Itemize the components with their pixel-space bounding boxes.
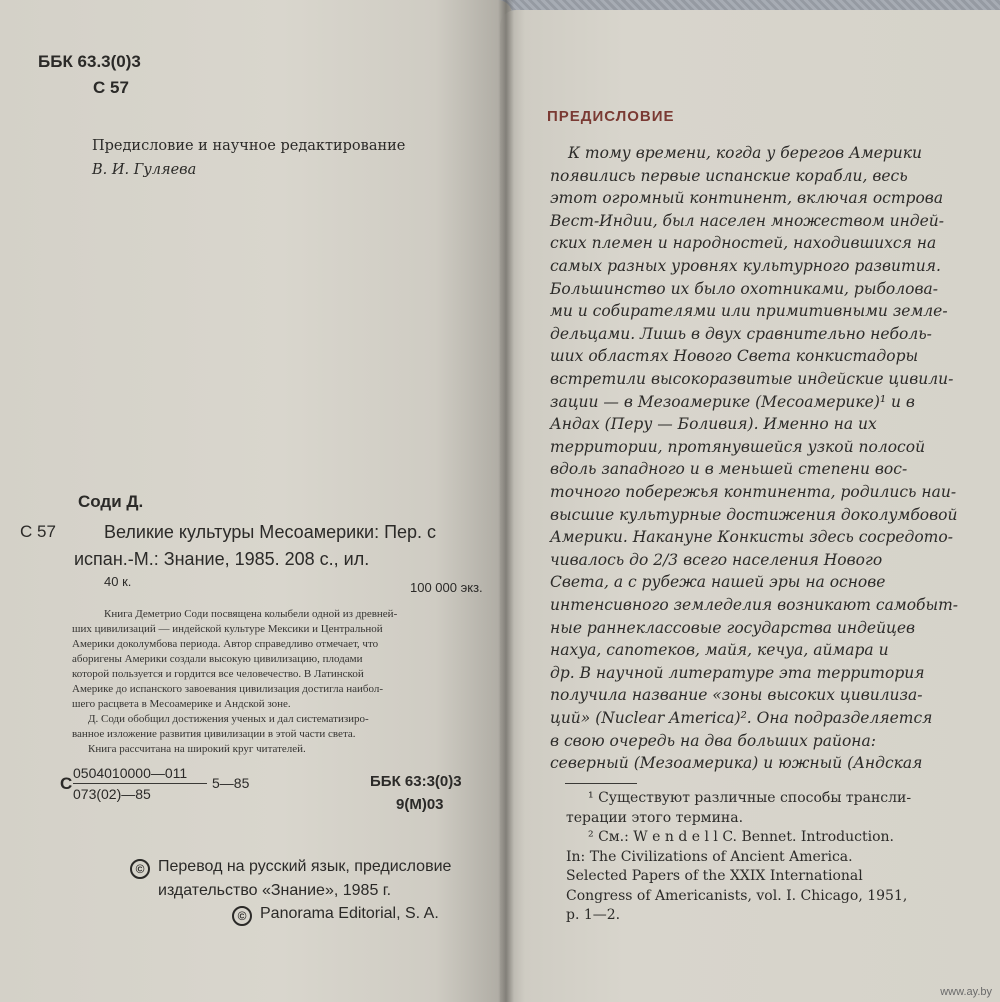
preface-line: ших областях Нового Света конкистадоры [550, 347, 919, 366]
catalog-code: С 57 [20, 522, 56, 541]
footnote-line: In: The Civilizations of Ancient America. [566, 848, 853, 865]
preface-line: появились первые испанские корабли, весь [550, 166, 908, 185]
preface-line: встретили высокоразвитые индейские цивили- [550, 370, 954, 388]
copyright-icon: © [130, 859, 150, 879]
book-title-line-1: Великие культуры Месоамерики: Пер. с [104, 522, 437, 542]
preface-line: самых разных уровнях культурного развития. [550, 257, 941, 275]
bbk-second-line-1: ББК 63:3(0)3 [370, 773, 462, 790]
preface-line: интенсивного земледелия возникают самобыт- [550, 596, 959, 614]
annotation-line: Америке до испанского завоевания цивилизация достигла наибол- [72, 683, 384, 695]
preface-line: Андах (Перу — Боливия). Именно на их [550, 415, 877, 434]
preface-line: дельцами. Лишь в двух сравнительно неболь- [550, 324, 932, 343]
copyright-line-1: Перевод на русский язык, предисловие [158, 858, 452, 875]
index-prefix: С [60, 774, 73, 793]
preface-heading: ПРЕДИСЛОВИЕ [547, 108, 675, 125]
annotation-line: Книга рассчитана на широкий круг читателей. [88, 743, 306, 755]
preface-line: Вест-Индии, был населен множеством индей- [550, 211, 945, 230]
price: 40 к. [104, 574, 132, 589]
preface-line: высшие культурные достижения доколумбовой [550, 505, 958, 524]
preface-line: Света, а с рубежа нашей эры на основе [550, 573, 886, 592]
preface-line: вдоль западного и в меньшей степени вос- [550, 460, 908, 479]
index-top: 0504010000—011 [73, 765, 188, 781]
credits-line-1: Предисловие и научное редактирование [92, 138, 406, 154]
author-name: Соди Д. [78, 492, 144, 511]
annotation-line: ших цивилизаций — индейской культуре Мексики и Центральной [72, 623, 383, 635]
footnote-line: ¹ Существуют различные способы трансли- [588, 790, 912, 806]
preface-line: К тому времени, когда у берегов Америки [568, 144, 922, 162]
preface-line: ные раннеклассовые государства индейцев [550, 618, 916, 637]
footnote-line: Selected Papers of the XXIX International [566, 868, 863, 884]
author-code: С 57 [93, 78, 129, 97]
annotation-line: аборигены Америки создали высокую цивилизацию, плодами [72, 653, 363, 665]
preface-line: чивалось до 2/3 всего населения Нового [550, 550, 883, 569]
bbk-code: ББК 63.3(0)3 [38, 52, 141, 71]
preface-line: ских племен и народностей, находившихся на [550, 234, 937, 253]
preface-line: нахуа, сапотеков, майя, кечуа, аймара и [550, 641, 889, 660]
copyright-line-3: Panorama Editorial, S. A. [260, 905, 439, 922]
book-title-line-2: испан.-М.: Знание, 1985. 208 с., ил. [74, 549, 370, 569]
preface-line: получила название «зоны высоких цивилиза- [550, 686, 923, 705]
annotation-line: которой пользуется и гордится все человечество. В Латинской [72, 668, 364, 680]
footnote-line: ² См.: W e n d e l l C. Bennet. Introduction. [588, 829, 894, 845]
watermark: www.ay.by [940, 986, 992, 998]
index-suffix: 5—85 [212, 775, 250, 791]
annotation-line: ванное изложение развития цивилизации в этой части света. [72, 728, 356, 740]
preface-line: территории, протянувшейся узкой полосой [550, 437, 926, 456]
credits-line-2: В. И. Гуляева [92, 162, 197, 178]
preface-line: в свою очередь на два больших района: [550, 731, 876, 750]
print-run: 100 000 экз. [410, 580, 483, 595]
preface-line: северный (Мезоамерика) и южный (Андская [550, 754, 923, 773]
preface-line: ций» (Nuclear America)². Она подразделяется [550, 709, 933, 727]
footnote-line: p. 1—2. [566, 907, 621, 923]
bbk-second-line-2: 9(М)03 [396, 796, 444, 813]
annotation-line: Д. Соди обобщил достижения ученых и дал систематизиро- [88, 713, 369, 725]
annotation-line: Америки доколумбова периода. Автор справедливо отмечает, что [72, 638, 379, 650]
book-gutter [498, 0, 514, 1002]
index-fraction-line [73, 783, 207, 784]
preface-line: Большинство их было охотниками, рыболова- [550, 279, 938, 298]
preface-line: точного побережья континента, родились наи- [550, 483, 957, 501]
copyright-line-2: издательство «Знание», 1985 г. [158, 882, 392, 899]
footnote-line: Congress of Americanists, vol. I. Chicago, 1951, [566, 887, 908, 904]
annotation-line: Книга Деметрио Соди посвящена колыбели одной из древней- [104, 608, 398, 620]
preface-line: этот огромный континент, включая острова [550, 189, 944, 208]
index-bottom: 073(02)—85 [73, 786, 151, 802]
preface-line: зации — в Мезоамерике (Месоамерике)¹ и в [550, 392, 915, 411]
preface-line: ми и собирателями или примитивными земле- [550, 302, 948, 321]
footnote-line: терации этого термина. [566, 809, 744, 826]
footnote-separator [565, 783, 637, 784]
copyright-icon: © [232, 906, 252, 926]
annotation-line: шего расцвета в Месоамерике и Андской зоне. [72, 698, 291, 710]
preface-line: др. В научной литературе эта территория [550, 663, 925, 682]
preface-line: Америки. Накануне Конкисты здесь сосредото- [550, 528, 953, 547]
